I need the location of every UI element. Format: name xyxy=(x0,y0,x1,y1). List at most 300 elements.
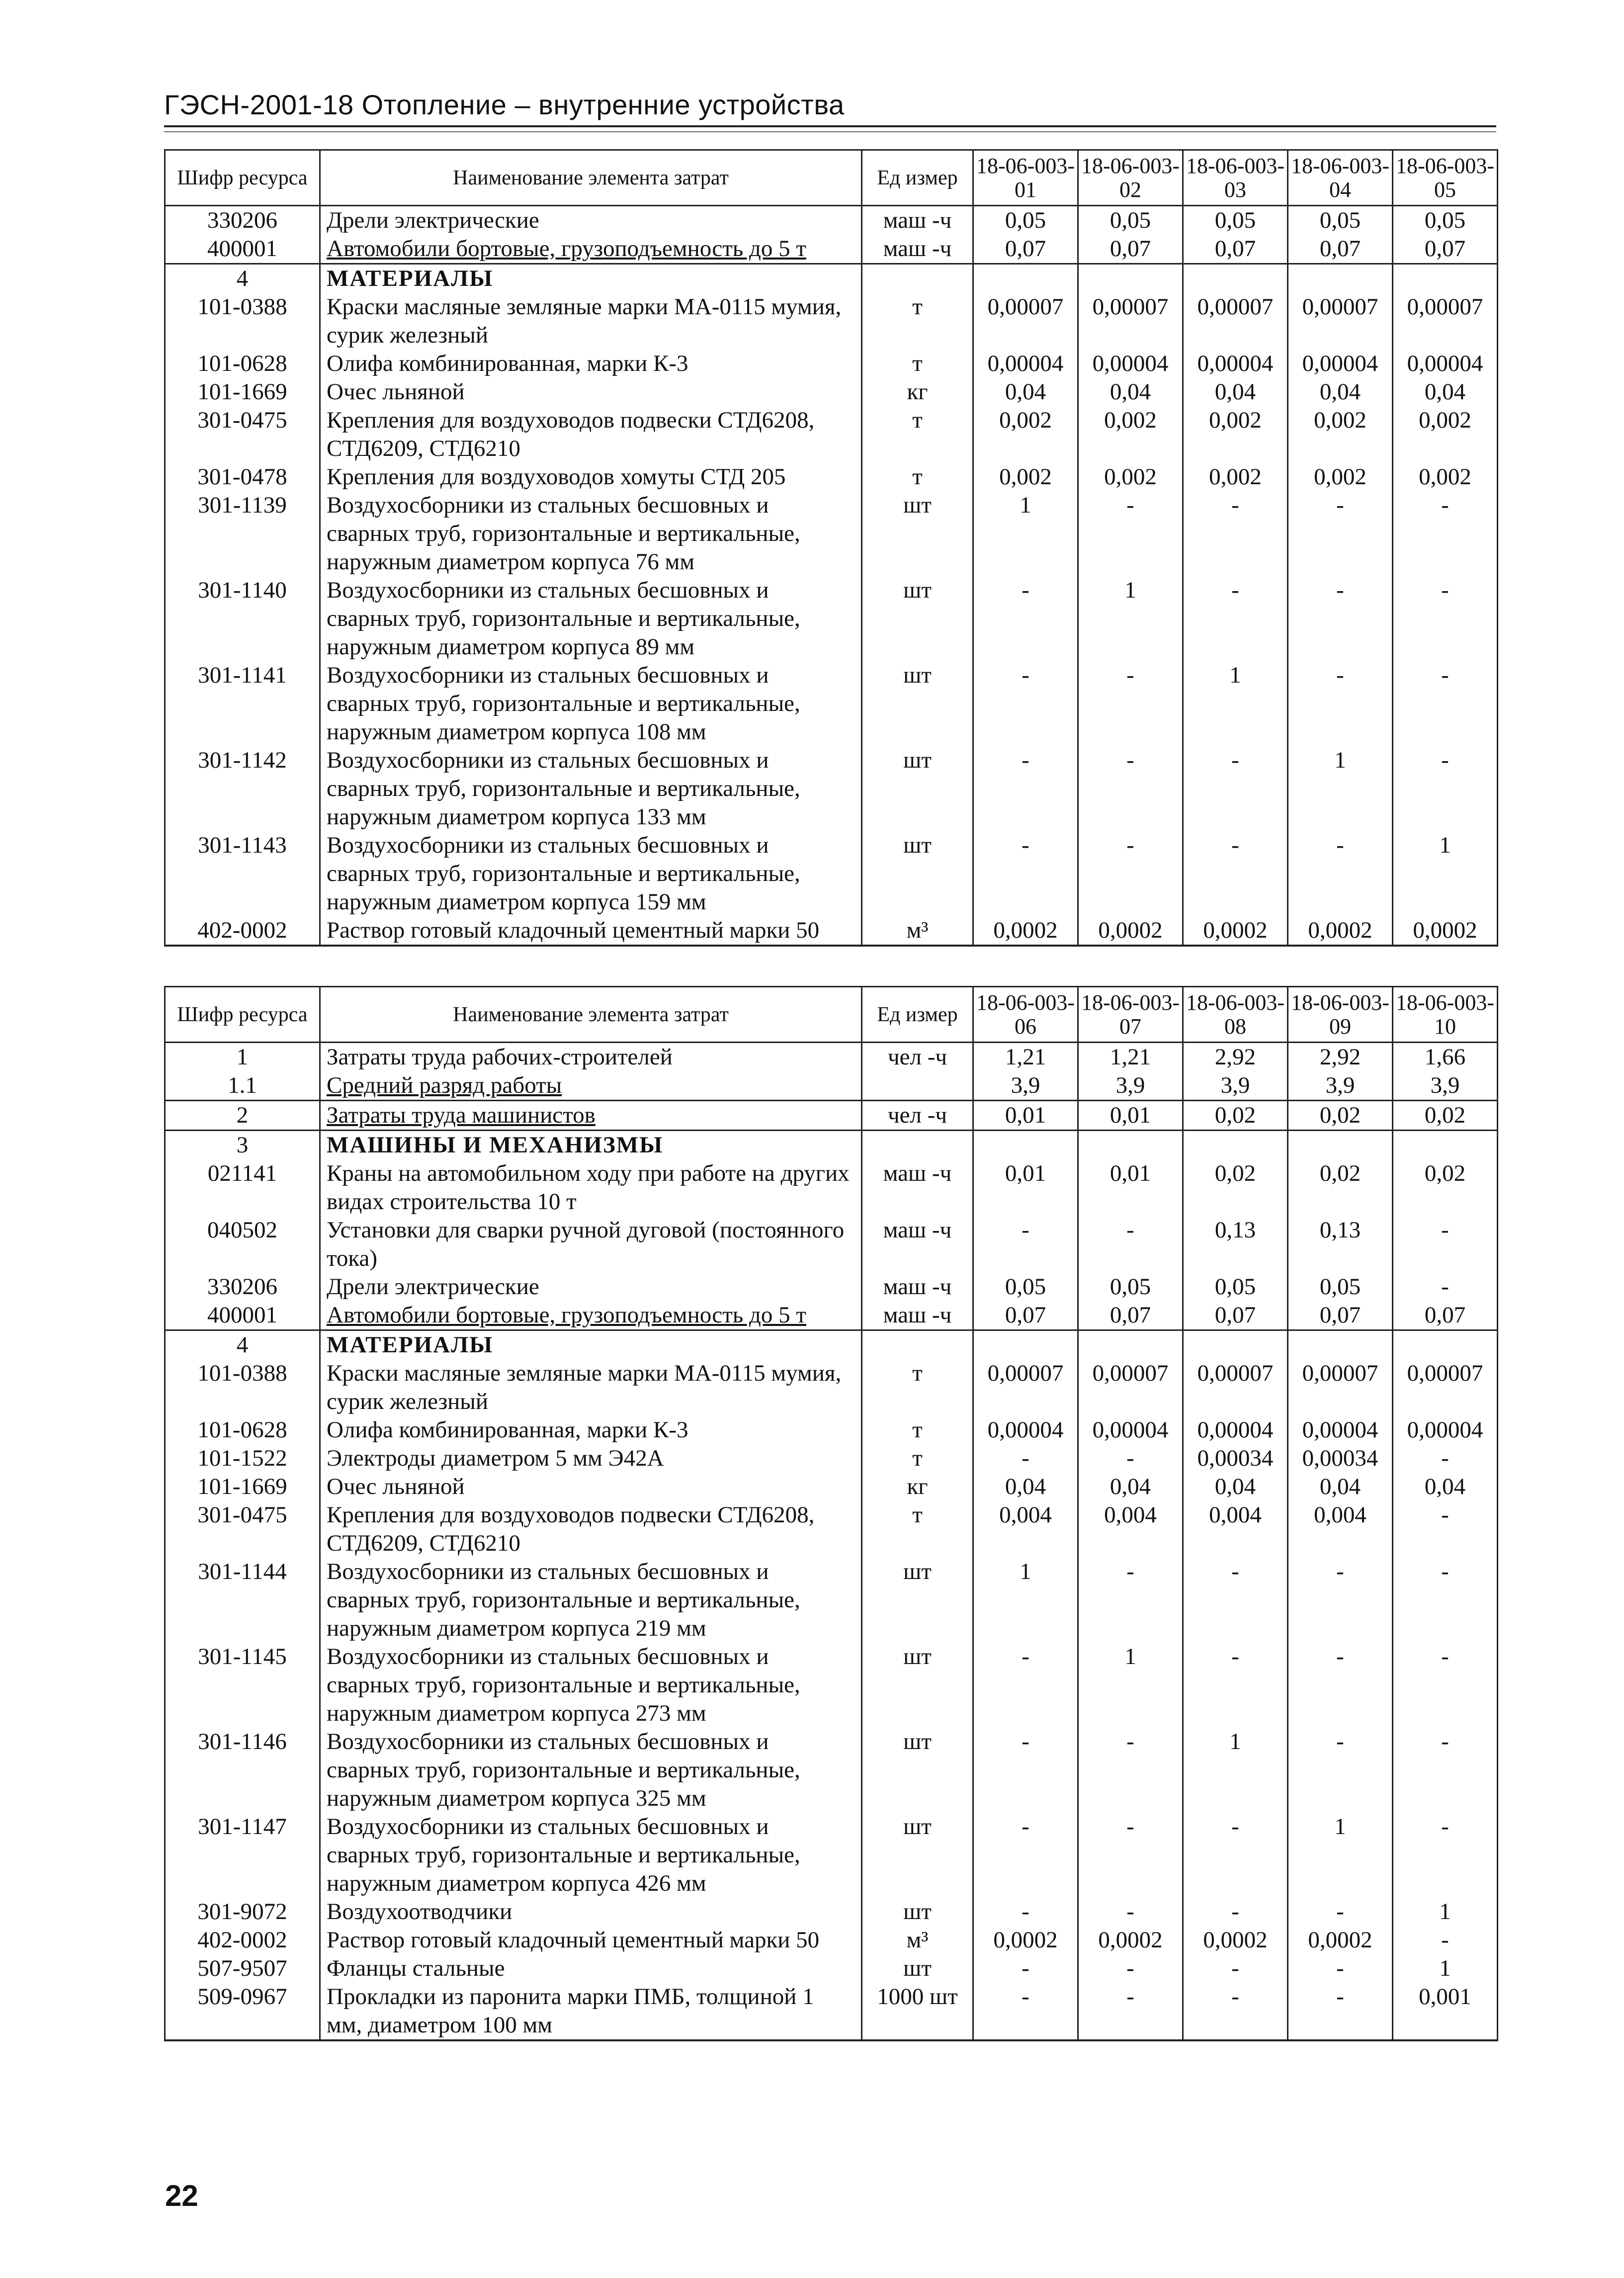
norm-value: - xyxy=(1078,1558,1183,1643)
norm-value: - xyxy=(1078,1954,1183,1983)
resource-code: 021141 xyxy=(165,1159,320,1216)
resource-name: Воздухоотводчики xyxy=(320,1898,862,1926)
resource-table-2 xyxy=(164,986,1498,2041)
resource-name: Установки для сварки ручной дуговой (постоянного тока) xyxy=(320,1216,862,1273)
resource-unit: чел -ч xyxy=(862,1043,973,1072)
norm-value: 1 xyxy=(1078,1643,1183,1728)
norm-value: - xyxy=(1183,1643,1288,1728)
resource-unit: т xyxy=(862,293,973,350)
norm-value: - xyxy=(1183,1954,1288,1983)
resource-unit: т xyxy=(862,1416,973,1444)
norm-value: - xyxy=(1078,831,1183,916)
resource-unit: м³ xyxy=(862,916,973,946)
norm-value: 0,00007 xyxy=(1393,293,1498,350)
section-row xyxy=(165,1330,1498,1360)
resource-name: Крепления для воздуховодов подвески СТД6208, СТД6209, СТД6210 xyxy=(320,406,862,463)
norm-value: 0,07 xyxy=(973,235,1078,264)
table-row xyxy=(165,1473,1498,1501)
norm-value: 0,00007 xyxy=(1078,1359,1183,1416)
norm-value: 0,00007 xyxy=(1393,1359,1498,1416)
table-row xyxy=(165,1273,1498,1301)
resource-unit: т xyxy=(862,1444,973,1473)
norm-value: 0,02 xyxy=(1393,1159,1498,1216)
norm-value: - xyxy=(973,576,1078,661)
norm-value: 0,02 xyxy=(1288,1101,1393,1131)
norm-value: 0,00007 xyxy=(1078,293,1183,350)
norm-value: 3,9 xyxy=(1288,1071,1393,1101)
resource-code: 2 xyxy=(165,1101,320,1131)
norm-value: 0,04 xyxy=(973,1473,1078,1501)
norm-value: 0,001 xyxy=(1393,1983,1498,2040)
col-header-norm: 18-06-003-06 xyxy=(973,987,1078,1043)
resource-unit: 1000 шт xyxy=(862,1983,973,2040)
resource-name: МАТЕРИАЛЫ xyxy=(320,1330,862,1360)
resource-code: 040502 xyxy=(165,1216,320,1273)
table-row xyxy=(165,1444,1498,1473)
norm-value: - xyxy=(973,831,1078,916)
norm-value: 0,04 xyxy=(1288,378,1393,406)
norm-value: 0,00034 xyxy=(1288,1444,1393,1473)
norm-value: - xyxy=(1393,1728,1498,1813)
resource-name: Краски масляные земляные марки МА-0115 мумия, сурик железный xyxy=(320,293,862,350)
norm-value: 1 xyxy=(1393,1898,1498,1926)
norm-value: 0,00004 xyxy=(1288,1416,1393,1444)
resource-code: 301-1143 xyxy=(165,831,320,916)
table-row xyxy=(165,206,1498,235)
col-header-norm: 18-06-003-02 xyxy=(1078,150,1183,206)
norm-value: 1 xyxy=(1393,1954,1498,1983)
norm-value: 0,00004 xyxy=(1078,350,1183,378)
norm-value: 0,002 xyxy=(1183,463,1288,491)
norm-value: 0,00004 xyxy=(1183,1416,1288,1444)
norm-value: 1,21 xyxy=(1078,1043,1183,1072)
section-row xyxy=(165,1131,1498,1160)
table-row xyxy=(165,1898,1498,1926)
resource-unit: шт xyxy=(862,1643,973,1728)
table-row xyxy=(165,1043,1498,1072)
norm-value: 0,00007 xyxy=(973,293,1078,350)
norm-value: 0,04 xyxy=(1288,1473,1393,1501)
norm-value: 0,04 xyxy=(1393,378,1498,406)
resource-unit: т xyxy=(862,1359,973,1416)
resource-name: Олифа комбинированная, марки К-3 xyxy=(320,350,862,378)
resource-unit: т xyxy=(862,1501,973,1558)
resource-name: МАТЕРИАЛЫ xyxy=(320,264,862,293)
norm-value: 0,00004 xyxy=(1393,350,1498,378)
resource-code: 301-1146 xyxy=(165,1728,320,1813)
norm-value: 0,04 xyxy=(1183,378,1288,406)
norm-value: 0,04 xyxy=(1393,1473,1498,1501)
resource-name: Воздухосборники из стальных бесшовных и сварных труб, горизонтальные и вертикальные, наружным диаметром корпуса 108 мм xyxy=(320,661,862,746)
norm-value: - xyxy=(1393,1273,1498,1301)
norm-value: 1 xyxy=(1288,1813,1393,1898)
col-header-norm: 18-06-003-03 xyxy=(1183,150,1288,206)
norm-value: 0,00007 xyxy=(1183,293,1288,350)
resource-code: 301-0475 xyxy=(165,1501,320,1558)
norm-value: 0,0002 xyxy=(1183,916,1288,946)
resource-unit: шт xyxy=(862,1558,973,1643)
page-number: 22 xyxy=(165,2179,198,2212)
resource-code: 507-9507 xyxy=(165,1954,320,1983)
norm-value: 0,002 xyxy=(1393,463,1498,491)
table-row xyxy=(165,350,1498,378)
norm-value: - xyxy=(1393,746,1498,831)
resource-code: 400001 xyxy=(165,1301,320,1330)
norm-value xyxy=(1078,264,1183,293)
resource-unit: кг xyxy=(862,378,973,406)
norm-value: 3,9 xyxy=(1078,1071,1183,1101)
col-header-norm: 18-06-003-09 xyxy=(1288,987,1393,1043)
resource-code: 101-1669 xyxy=(165,1473,320,1501)
norm-value: 0,0002 xyxy=(973,916,1078,946)
resource-code: 402-0002 xyxy=(165,1926,320,1954)
resource-name: МАШИНЫ И МЕХАНИЗМЫ xyxy=(320,1131,862,1160)
norm-value: - xyxy=(1393,661,1498,746)
resource-unit: маш -ч xyxy=(862,1273,973,1301)
norm-value: - xyxy=(1393,491,1498,576)
table-row xyxy=(165,1926,1498,1954)
col-header-name: Наименование элемента затрат xyxy=(320,150,862,206)
table-row xyxy=(165,491,1498,576)
resource-code: 101-1522 xyxy=(165,1444,320,1473)
norm-value: 0,00004 xyxy=(973,1416,1078,1444)
norm-value: 0,00004 xyxy=(1288,350,1393,378)
resource-name: Дрели электрические xyxy=(320,206,862,235)
norm-value: 0,0002 xyxy=(1288,1926,1393,1954)
section-row xyxy=(165,264,1498,293)
norm-value: 0,00004 xyxy=(973,350,1078,378)
resource-code: 301-0475 xyxy=(165,406,320,463)
norm-value: - xyxy=(1183,746,1288,831)
resource-code: 1 xyxy=(165,1043,320,1072)
resource-code: 101-0388 xyxy=(165,1359,320,1416)
resource-unit: шт xyxy=(862,1898,973,1926)
norm-value: 0,01 xyxy=(973,1159,1078,1216)
resource-name: Электроды диаметром 5 мм Э42А xyxy=(320,1444,862,1473)
resource-name: Автомобили бортовые, грузоподъемность до 5 т xyxy=(320,235,862,264)
resource-code: 101-0628 xyxy=(165,1416,320,1444)
norm-value: 0,07 xyxy=(1288,1301,1393,1330)
resource-name: Автомобили бортовые, грузоподъемность до 5 т xyxy=(320,1301,862,1330)
resource-code: 301-1145 xyxy=(165,1643,320,1728)
resource-name: Воздухосборники из стальных бесшовных и сварных труб, горизонтальные и вертикальные, наружным диаметром корпуса 159 мм xyxy=(320,831,862,916)
col-header-code: Шифр ресурса xyxy=(165,150,320,206)
norm-value: 1 xyxy=(973,1558,1078,1643)
table-header-row xyxy=(165,987,1498,1043)
norm-value: 0,02 xyxy=(1288,1159,1393,1216)
norm-value: - xyxy=(973,1983,1078,2040)
col-header-norm: 18-06-003-07 xyxy=(1078,987,1183,1043)
resource-unit xyxy=(862,1131,973,1160)
resource-name: Воздухосборники из стальных бесшовных и сварных труб, горизонтальные и вертикальные, наружным диаметром корпуса 426 мм xyxy=(320,1813,862,1898)
norm-value: 0,02 xyxy=(1393,1101,1498,1131)
norm-value: 0,0002 xyxy=(1078,1926,1183,1954)
norm-value: - xyxy=(1078,746,1183,831)
resource-unit: т xyxy=(862,406,973,463)
header-rule xyxy=(164,125,1496,127)
norm-value: 0,00004 xyxy=(1393,1416,1498,1444)
norm-value: 0,00007 xyxy=(1288,293,1393,350)
norm-value: 0,01 xyxy=(973,1101,1078,1131)
norm-value: - xyxy=(973,1643,1078,1728)
norm-value: 0,01 xyxy=(1078,1101,1183,1131)
norm-value xyxy=(973,1330,1078,1360)
table-row xyxy=(165,1558,1498,1643)
norm-value: 0,02 xyxy=(1183,1101,1288,1131)
table-row xyxy=(165,1954,1498,1983)
norm-value: 0,0002 xyxy=(1393,916,1498,946)
resource-unit: м³ xyxy=(862,1926,973,1954)
resource-code: 509-0967 xyxy=(165,1983,320,2040)
norm-value xyxy=(1288,264,1393,293)
norm-value: - xyxy=(1183,1898,1288,1926)
norm-value: - xyxy=(1393,1558,1498,1643)
resource-unit: т xyxy=(862,463,973,491)
table-row xyxy=(165,1983,1498,2040)
norm-value: - xyxy=(1078,1444,1183,1473)
norm-value xyxy=(973,264,1078,293)
norm-value: 0,002 xyxy=(1393,406,1498,463)
norm-value: 0,002 xyxy=(1078,406,1183,463)
col-header-code: Шифр ресурса xyxy=(165,987,320,1043)
resource-name: Раствор готовый кладочный цементный марки 50 xyxy=(320,1926,862,1954)
col-header-unit: Ед измер xyxy=(862,150,973,206)
norm-value: 0,07 xyxy=(1183,235,1288,264)
norm-value xyxy=(1288,1131,1393,1160)
resource-unit: маш -ч xyxy=(862,1216,973,1273)
table-header-row xyxy=(165,150,1498,206)
resource-unit: шт xyxy=(862,661,973,746)
resource-code: 1.1 xyxy=(165,1071,320,1101)
resource-name: Воздухосборники из стальных бесшовных и сварных труб, горизонтальные и вертикальные, наружным диаметром корпуса 133 мм xyxy=(320,746,862,831)
norm-value: - xyxy=(1078,1728,1183,1813)
col-header-norm: 18-06-003-01 xyxy=(973,150,1078,206)
resource-unit: шт xyxy=(862,1728,973,1813)
table-row xyxy=(165,1101,1498,1131)
norm-value: 0,07 xyxy=(973,1301,1078,1330)
norm-value xyxy=(1183,1131,1288,1160)
resource-unit: маш -ч xyxy=(862,1301,973,1330)
resource-unit: шт xyxy=(862,746,973,831)
table-row xyxy=(165,1159,1498,1216)
resource-name: Воздухосборники из стальных бесшовных и сварных труб, горизонтальные и вертикальные, наружным диаметром корпуса 76 мм xyxy=(320,491,862,576)
resource-unit: маш -ч xyxy=(862,206,973,235)
resource-unit: т xyxy=(862,350,973,378)
resource-unit: шт xyxy=(862,1813,973,1898)
table-row xyxy=(165,831,1498,916)
norm-value: - xyxy=(1183,1983,1288,2040)
norm-value: 1 xyxy=(1183,1728,1288,1813)
norm-value: - xyxy=(1288,1643,1393,1728)
resource-unit: шт xyxy=(862,831,973,916)
norm-value: - xyxy=(1078,661,1183,746)
norm-value: 2,92 xyxy=(1183,1043,1288,1072)
resource-name: Краски масляные земляные марки МА-0115 мумия, сурик железный xyxy=(320,1359,862,1416)
norm-value: - xyxy=(1183,491,1288,576)
norm-value: 0,00007 xyxy=(1288,1359,1393,1416)
norm-value: 0,05 xyxy=(1078,206,1183,235)
norm-value: - xyxy=(1183,1813,1288,1898)
norm-value: 0,004 xyxy=(1288,1501,1393,1558)
norm-value: 0,05 xyxy=(1183,1273,1288,1301)
table-row xyxy=(165,746,1498,831)
resource-code: 301-1139 xyxy=(165,491,320,576)
resource-name: Затраты труда рабочих-строителей xyxy=(320,1043,862,1072)
norm-value: - xyxy=(1393,1643,1498,1728)
resource-unit: шт xyxy=(862,1954,973,1983)
norm-value: 0,002 xyxy=(973,463,1078,491)
resource-table-1 xyxy=(164,149,1498,947)
norm-value: 0,07 xyxy=(1393,235,1498,264)
norm-value: 0,07 xyxy=(1078,235,1183,264)
table-row xyxy=(165,1728,1498,1813)
resource-code: 330206 xyxy=(165,206,320,235)
table-row xyxy=(165,1416,1498,1444)
norm-value: 0,05 xyxy=(1078,1273,1183,1301)
resource-code: 400001 xyxy=(165,235,320,264)
table-row xyxy=(165,1216,1498,1273)
table-row xyxy=(165,293,1498,350)
norm-value: - xyxy=(973,1898,1078,1926)
table-row xyxy=(165,1071,1498,1101)
norm-value: 0,02 xyxy=(1183,1159,1288,1216)
resource-name: Воздухосборники из стальных бесшовных и сварных труб, горизонтальные и вертикальные, наружным диаметром корпуса 89 мм xyxy=(320,576,862,661)
norm-value: - xyxy=(973,1954,1078,1983)
norm-value: - xyxy=(973,1216,1078,1273)
norm-value: 0,05 xyxy=(973,206,1078,235)
norm-value xyxy=(1078,1131,1183,1160)
table-row xyxy=(165,1301,1498,1330)
resource-code: 4 xyxy=(165,1330,320,1360)
resource-name: Крепления для воздуховодов хомуты СТД 205 xyxy=(320,463,862,491)
resource-name: Очес льняной xyxy=(320,1473,862,1501)
table-row xyxy=(165,235,1498,264)
norm-value: 1,21 xyxy=(973,1043,1078,1072)
norm-value: 0,07 xyxy=(1078,1301,1183,1330)
resource-code: 301-0478 xyxy=(165,463,320,491)
table-row xyxy=(165,1643,1498,1728)
resource-name: Дрели электрические xyxy=(320,1273,862,1301)
resource-code: 402-0002 xyxy=(165,916,320,946)
norm-value: - xyxy=(1393,576,1498,661)
norm-value: - xyxy=(1288,1728,1393,1813)
norm-value: - xyxy=(1078,1813,1183,1898)
norm-value: 0,04 xyxy=(1183,1473,1288,1501)
norm-value xyxy=(1288,1330,1393,1360)
norm-value: - xyxy=(1183,576,1288,661)
resource-code: 301-1141 xyxy=(165,661,320,746)
header-rule-thin xyxy=(164,131,1496,132)
norm-value: 0,002 xyxy=(1288,463,1393,491)
norm-value: - xyxy=(1078,1898,1183,1926)
resource-name: Олифа комбинированная, марки К-3 xyxy=(320,1416,862,1444)
resource-unit: шт xyxy=(862,576,973,661)
norm-value: - xyxy=(1183,1558,1288,1643)
resource-name: Затраты труда машинистов xyxy=(320,1101,862,1131)
resource-code: 330206 xyxy=(165,1273,320,1301)
resource-name: Воздухосборники из стальных бесшовных и сварных труб, горизонтальные и вертикальные, наружным диаметром корпуса 273 мм xyxy=(320,1643,862,1728)
table-row xyxy=(165,661,1498,746)
table-row xyxy=(165,406,1498,463)
norm-value: - xyxy=(1288,661,1393,746)
norm-value: 1 xyxy=(1288,746,1393,831)
norm-value: 0,05 xyxy=(1288,1273,1393,1301)
norm-value: 0,0002 xyxy=(1288,916,1393,946)
norm-value: - xyxy=(1288,576,1393,661)
norm-value: 3,9 xyxy=(1183,1071,1288,1101)
norm-value xyxy=(1183,1330,1288,1360)
resource-code: 101-1669 xyxy=(165,378,320,406)
norm-value xyxy=(1078,1330,1183,1360)
norm-value: 0,002 xyxy=(973,406,1078,463)
norm-value: 0,00004 xyxy=(1078,1416,1183,1444)
norm-value: - xyxy=(1288,1983,1393,2040)
norm-value xyxy=(1183,264,1288,293)
norm-value: 0,05 xyxy=(973,1273,1078,1301)
resource-code: 301-9072 xyxy=(165,1898,320,1926)
norm-value: 0,00007 xyxy=(973,1359,1078,1416)
page-title: ГЭСН-2001-18 Отопление – внутренние устройства xyxy=(164,89,845,120)
resource-code: 301-1147 xyxy=(165,1813,320,1898)
norm-value xyxy=(1393,1131,1498,1160)
norm-value: 3,9 xyxy=(973,1071,1078,1101)
resource-name: Воздухосборники из стальных бесшовных и сварных труб, горизонтальные и вертикальные, наружным диаметром корпуса 325 мм xyxy=(320,1728,862,1813)
table-row xyxy=(165,378,1498,406)
table-row xyxy=(165,576,1498,661)
resource-unit: кг xyxy=(862,1473,973,1501)
col-header-norm: 18-06-003-04 xyxy=(1288,150,1393,206)
norm-value: 0,01 xyxy=(1078,1159,1183,1216)
resource-name: Прокладки из паронита марки ПМБ, толщиной 1 мм, диаметром 100 мм xyxy=(320,1983,862,2040)
norm-value: 3,9 xyxy=(1393,1071,1498,1101)
resource-unit: чел -ч xyxy=(862,1101,973,1131)
resource-code: 301-1140 xyxy=(165,576,320,661)
resource-name: Очес льняной xyxy=(320,378,862,406)
resource-unit xyxy=(862,264,973,293)
norm-value: 0,04 xyxy=(1078,1473,1183,1501)
norm-value: - xyxy=(1393,1216,1498,1273)
resource-name: Воздухосборники из стальных бесшовных и сварных труб, горизонтальные и вертикальные, наружным диаметром корпуса 219 мм xyxy=(320,1558,862,1643)
norm-value: 0,13 xyxy=(1288,1216,1393,1273)
norm-value: 0,002 xyxy=(1078,463,1183,491)
norm-value: 0,0002 xyxy=(973,1926,1078,1954)
norm-value: - xyxy=(1078,1983,1183,2040)
norm-value: 1 xyxy=(973,491,1078,576)
resource-code: 101-0388 xyxy=(165,293,320,350)
norm-value: 0,0002 xyxy=(1183,1926,1288,1954)
table-row xyxy=(165,916,1498,946)
norm-value: - xyxy=(1183,831,1288,916)
norm-value: - xyxy=(973,1728,1078,1813)
col-header-norm: 18-06-003-08 xyxy=(1183,987,1288,1043)
norm-value: 2,92 xyxy=(1288,1043,1393,1072)
col-header-name: Наименование элемента затрат xyxy=(320,987,862,1043)
table-row xyxy=(165,463,1498,491)
resource-name: Крепления для воздуховодов подвески СТД6208, СТД6209, СТД6210 xyxy=(320,1501,862,1558)
norm-value: - xyxy=(1288,831,1393,916)
col-header-norm: 18-06-003-10 xyxy=(1393,987,1498,1043)
norm-value: - xyxy=(1393,1813,1498,1898)
norm-value: 0,13 xyxy=(1183,1216,1288,1273)
resource-code: 301-1142 xyxy=(165,746,320,831)
norm-value: 0,07 xyxy=(1183,1301,1288,1330)
norm-value: - xyxy=(1393,1926,1498,1954)
resource-unit: шт xyxy=(862,491,973,576)
norm-value: 1,66 xyxy=(1393,1043,1498,1072)
norm-value: 0,00004 xyxy=(1183,350,1288,378)
norm-value: 0,07 xyxy=(1288,235,1393,264)
norm-value xyxy=(973,1131,1078,1160)
